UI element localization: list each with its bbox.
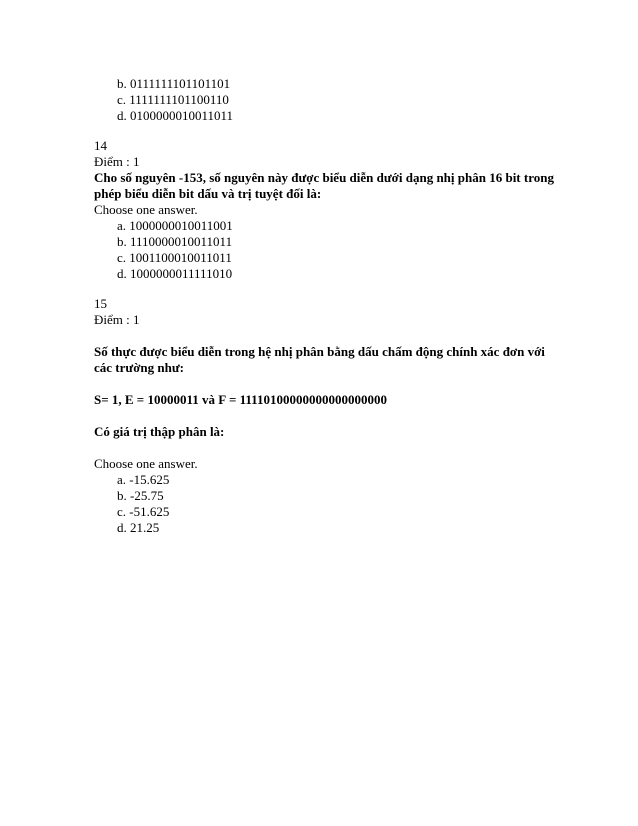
- answer-option[interactable]: d. 0100000010011011: [117, 108, 234, 123]
- answer-option[interactable]: d. 1000000011111010: [117, 266, 233, 281]
- question-text: Cho số nguyên -153, số nguyên này được biểu diễn dưới dạng nhị phân 16 bit trong phép biểu diễn bit dấu và trị tuyệt đối là:: [94, 170, 554, 201]
- answer-option[interactable]: c. 1111111101100110: [117, 92, 229, 107]
- answer-option[interactable]: b. 1110000010011011: [117, 234, 233, 249]
- answer-prompt: Choose one answer.: [94, 456, 198, 471]
- answer-option[interactable]: b. 0111111101101101: [117, 76, 231, 91]
- answer-option[interactable]: c. -51.625: [117, 504, 170, 519]
- question-points: Điểm : 1: [94, 154, 140, 169]
- previous-question-options: [94, 76, 554, 124]
- quiz-page: [94, 76, 554, 536]
- question-number: 14: [94, 138, 107, 153]
- answer-option[interactable]: d. 21.25: [117, 520, 160, 535]
- question-options: [94, 472, 554, 536]
- question-text: Số thực được biểu diễn trong hệ nhị phân bằng dấu chấm động chính xác đơn với các trường như:: [94, 344, 545, 375]
- question-subtext: Có giá trị thập phân là:: [94, 424, 225, 439]
- question-points: Điểm : 1: [94, 312, 140, 327]
- answer-prompt: Choose one answer.: [94, 202, 198, 217]
- question-number: 15: [94, 296, 107, 311]
- answer-option[interactable]: c. 1001100010011011: [117, 250, 232, 265]
- answer-option[interactable]: b. -25.75: [117, 488, 164, 503]
- question-options: [94, 218, 554, 282]
- question-fields: S= 1, E = 10000011 và F = 11110100000000000000000: [94, 392, 387, 407]
- answer-option[interactable]: a. 1000000010011001: [117, 218, 233, 233]
- answer-option[interactable]: a. -15.625: [117, 472, 170, 487]
